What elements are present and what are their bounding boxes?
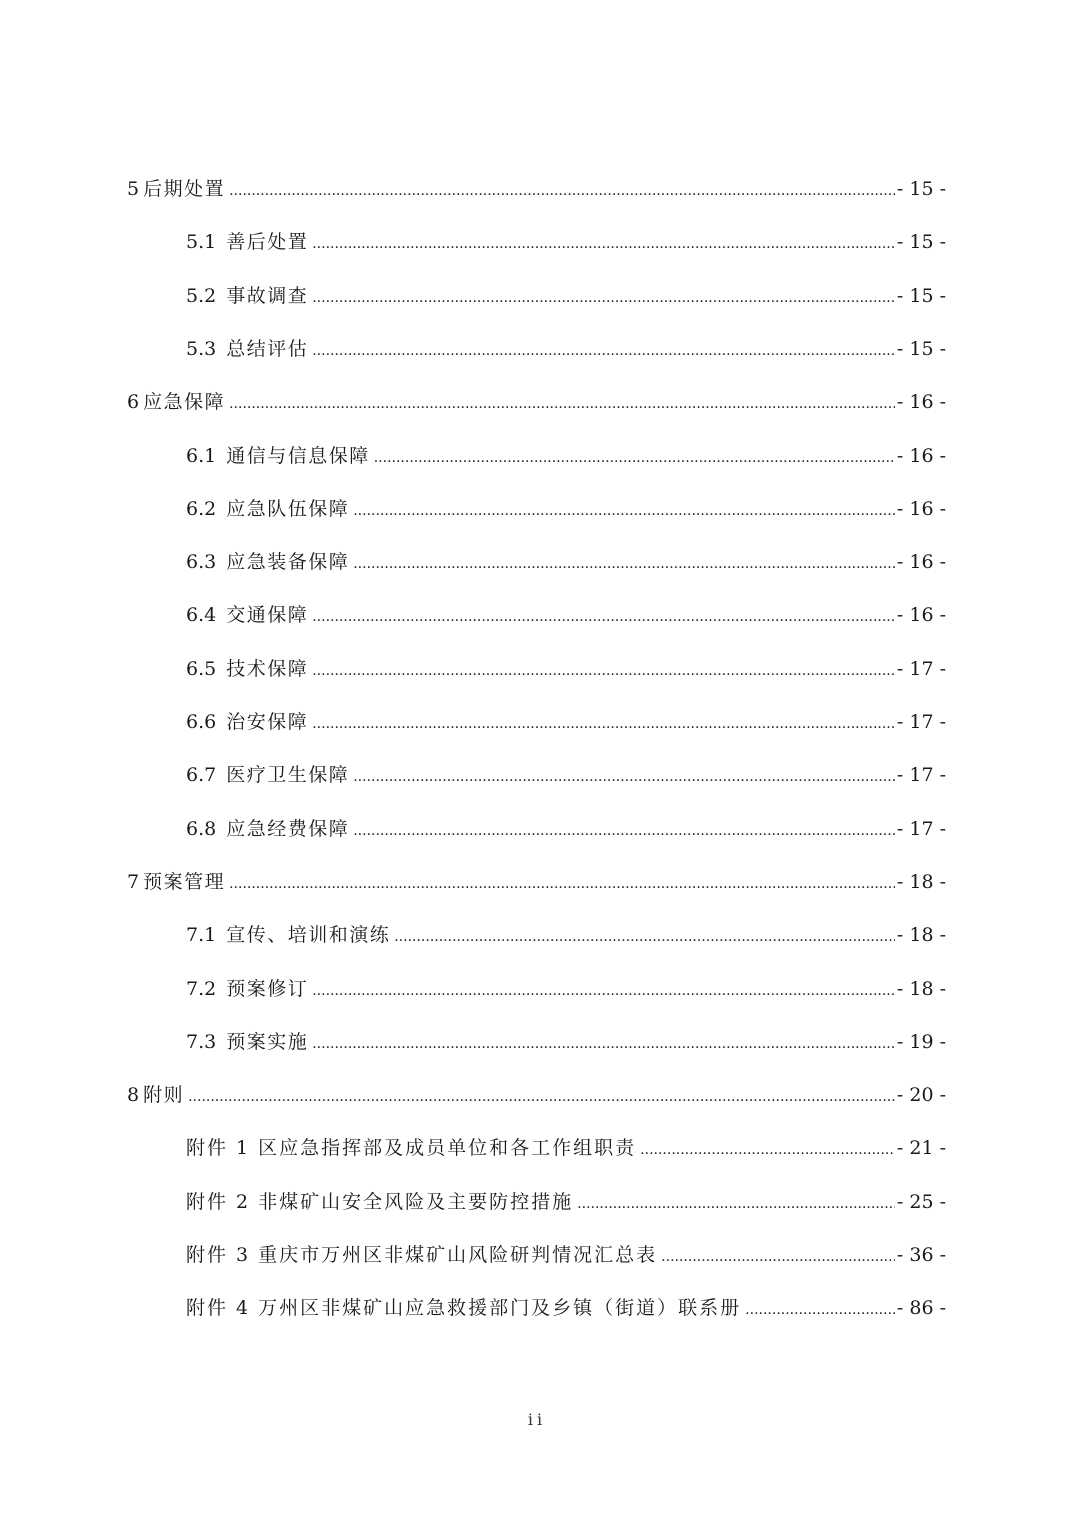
toc-entry-text: 预案管理: [143, 870, 226, 893]
toc-entry-number: 6.6: [186, 711, 217, 733]
toc-entry[interactable]: [186, 1293, 946, 1323]
toc-entry-title: [186, 334, 308, 364]
toc-entry-text: 应急装备保障: [226, 551, 350, 574]
toc-entry[interactable]: [127, 174, 946, 204]
toc-entry-page: - 16 -: [896, 551, 946, 574]
toc-entry-text: 附件 1 区应急指挥部及成员单位和各工作组职责: [186, 1137, 637, 1160]
toc-entry-number: 7.2: [186, 977, 217, 1000]
page-number: ii: [527, 1410, 547, 1429]
toc-entry-page: - 25 -: [896, 1190, 946, 1213]
toc-entry-number: 6.1: [186, 444, 217, 467]
toc-entry-number: 7.1: [186, 924, 217, 947]
toc-entry-number: 5.3: [186, 337, 217, 360]
toc-entry[interactable]: [127, 867, 946, 897]
toc-entry-number: 6.7: [186, 764, 217, 787]
toc-entry-text: 通信与信息保障: [226, 444, 370, 467]
toc-entry-text: 应急队伍保障: [226, 497, 350, 520]
toc-entry-text: 应急经费保障: [226, 817, 350, 840]
toc-dot-leader: [374, 443, 895, 473]
toc-entry[interactable]: [186, 1187, 946, 1217]
toc-dot-leader: [312, 1029, 895, 1059]
toc-entry-text: 应急保障: [143, 391, 226, 414]
toc-entry-title: [127, 867, 225, 897]
toc-entry-text: 宣传、培训和演练: [226, 924, 391, 947]
toc-entry-title: [186, 920, 390, 950]
toc-dot-leader: [312, 229, 895, 259]
toc-entry-text: 附件 3 重庆市万州区非煤矿山风险研判情况汇总表: [186, 1244, 658, 1266]
toc-entry-title: [186, 760, 349, 790]
toc-dot-leader: [312, 656, 895, 686]
toc-entry-number: 5: [127, 178, 140, 200]
toc-entry-number: 6.2: [186, 497, 217, 520]
toc-entry-text: 善后处置: [226, 231, 309, 254]
toc-entry[interactable]: [127, 387, 946, 417]
toc-entry-page: - 36 -: [896, 1244, 946, 1266]
toc-dot-leader: [745, 1295, 895, 1325]
toc-entry-number: 8: [127, 1084, 140, 1107]
toc-entry-page: - 17 -: [896, 817, 946, 840]
toc-entry-page: - 18 -: [896, 870, 946, 893]
toc-entry-title: [186, 1293, 741, 1323]
toc-entry-text: 预案修订: [226, 977, 309, 1000]
toc-entry[interactable]: [186, 654, 946, 684]
toc-entry[interactable]: [186, 441, 946, 471]
toc-entry-title: [186, 600, 308, 630]
toc-entry-number: 7: [127, 870, 140, 893]
toc-dot-leader: [229, 869, 895, 899]
toc-entry-text: 附则: [143, 1084, 185, 1107]
toc-dot-leader: [312, 976, 895, 1006]
toc-entry-title: [186, 1133, 636, 1163]
toc-entry-text: 医疗卫生保障: [226, 764, 350, 787]
toc-entry[interactable]: [186, 334, 946, 364]
toc-entry-page: - 17 -: [896, 764, 946, 787]
toc-entry-number: 6.3: [186, 551, 217, 574]
toc-entry-page: - 15 -: [896, 337, 946, 360]
toc-entry-page: - 15 -: [896, 284, 946, 307]
toc-entry-title: [186, 707, 308, 737]
toc-entry-title: [186, 814, 349, 844]
toc-entry-title: [127, 174, 225, 204]
toc-dot-leader: [640, 1135, 895, 1165]
toc-entry[interactable]: [186, 1240, 946, 1270]
toc-entry-page: - 86 -: [896, 1297, 946, 1320]
toc-entry-title: [186, 494, 349, 524]
toc-entry[interactable]: [186, 281, 946, 311]
toc-entry-title: [186, 441, 370, 471]
toc-entry-number: 5.1: [186, 231, 217, 254]
toc-entry-page: - 16 -: [896, 391, 946, 414]
toc-dot-leader: [353, 496, 895, 526]
toc-dot-leader: [312, 602, 895, 632]
toc-entry-page: - 18 -: [896, 924, 946, 947]
toc-entry-title: [186, 974, 308, 1004]
toc-entry[interactable]: [186, 814, 946, 844]
toc-entry[interactable]: [186, 1133, 946, 1163]
toc-entry-title: [186, 1027, 308, 1057]
toc-entry-text: 附件 4 万州区非煤矿山应急救援部门及乡镇（街道）联系册: [186, 1297, 742, 1320]
toc-entry-number: 6.4: [186, 604, 217, 627]
toc-entry-text: 总结评估: [226, 337, 309, 360]
toc-entry-title: [186, 547, 349, 577]
toc-entry-text: 预案实施: [226, 1030, 309, 1053]
toc-entry-text: 治安保障: [226, 711, 309, 733]
toc-entry-number: 6.5: [186, 657, 217, 680]
toc-entry-number: 6: [127, 391, 140, 414]
toc-entry-title: [186, 227, 308, 257]
toc-entry[interactable]: [186, 974, 946, 1004]
toc-entry-page: - 17 -: [896, 711, 946, 733]
toc-entry-number: 6.8: [186, 817, 217, 840]
toc-dot-leader: [353, 762, 895, 792]
toc-entry-page: - 16 -: [896, 497, 946, 520]
toc-entry-page: - 16 -: [896, 444, 946, 467]
toc-dot-leader: [229, 176, 895, 206]
toc-entry-title: [186, 1240, 657, 1270]
toc-entry[interactable]: [186, 707, 946, 737]
toc-entry-text: 交通保障: [226, 604, 309, 627]
toc-dot-leader: [188, 1082, 895, 1112]
toc-dot-leader: [229, 389, 895, 419]
toc-entry-page: - 16 -: [896, 604, 946, 627]
toc-entry-page: - 21 -: [896, 1137, 946, 1160]
toc-dot-leader: [394, 922, 895, 952]
toc-dot-leader: [353, 816, 895, 846]
toc-entry-page: - 17 -: [896, 657, 946, 680]
toc-entry[interactable]: [186, 600, 946, 630]
toc-entry-page: - 15 -: [896, 231, 946, 254]
toc-entry-page: - 20 -: [896, 1084, 946, 1107]
toc-entry[interactable]: [186, 494, 946, 524]
toc-entry-page: - 19 -: [896, 1030, 946, 1053]
toc-dot-leader: [312, 709, 895, 739]
toc-entry-text: 附件 2 非煤矿山安全风险及主要防控措施: [186, 1190, 574, 1213]
toc-dot-leader: [577, 1189, 895, 1219]
toc-entry-text: 事故调查: [226, 284, 309, 307]
toc-entry-title: [186, 281, 308, 311]
toc-entry[interactable]: [186, 547, 946, 577]
toc-entry-title: [186, 654, 308, 684]
toc-dot-leader: [353, 549, 895, 579]
toc-dot-leader: [661, 1242, 895, 1272]
toc-entry-title: [127, 387, 225, 417]
toc-entry-number: 5.2: [186, 284, 217, 307]
toc-entry-page: - 18 -: [896, 977, 946, 1000]
toc-entry-number: 7.3: [186, 1030, 217, 1053]
toc-entry-title: [127, 1080, 184, 1110]
toc-entry[interactable]: [186, 760, 946, 790]
toc-entry-text: 技术保障: [226, 657, 309, 680]
toc-entry[interactable]: [186, 920, 946, 950]
toc-dot-leader: [312, 283, 895, 313]
toc-entry-title: [186, 1187, 573, 1217]
toc-entry-text: 后期处置: [143, 178, 226, 200]
toc-entry[interactable]: [186, 227, 946, 257]
toc-entry[interactable]: [127, 1080, 946, 1110]
toc-entry[interactable]: [186, 1027, 946, 1057]
toc-dot-leader: [312, 336, 895, 366]
toc-entry-page: - 15 -: [896, 178, 946, 200]
